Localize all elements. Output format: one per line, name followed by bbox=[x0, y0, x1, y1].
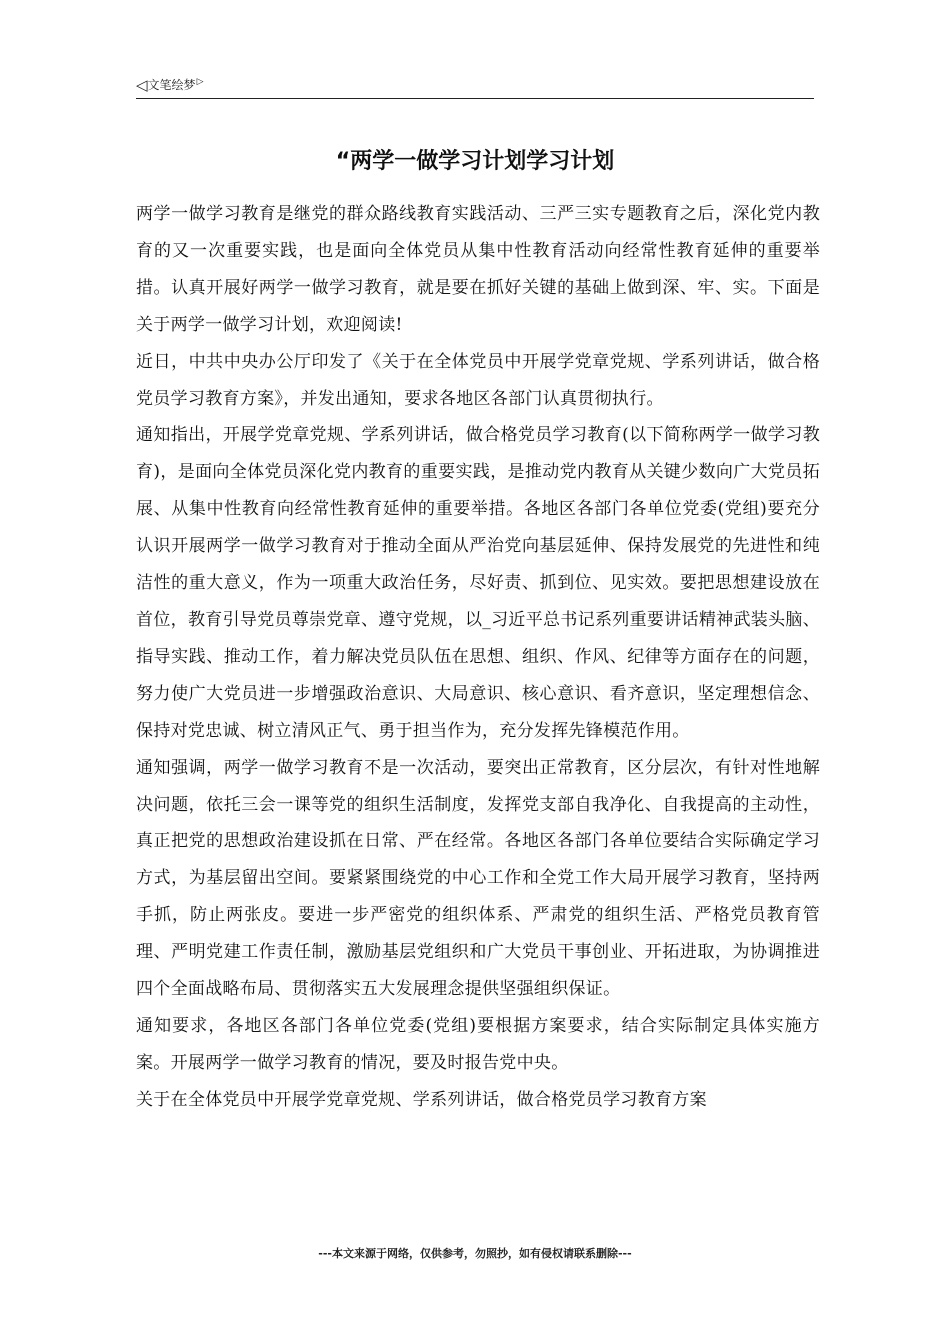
footer-disclaimer: ---本文来源于网络，仅供参考，勿照抄，如有侵权请联系删除--- bbox=[318, 1247, 632, 1260]
brand-text: 文笔绘梦 bbox=[147, 78, 196, 92]
paragraph-intro: 两学一做学习教育是继党的群众路线教育实践活动、三严三实专题教育之后，深化党内教育的又一次重要实践，也是面向全体党员从集中性教育活动向经常性教育延伸的重要举措。认真开展好两学一做学习教育，就是要在抓好关键的基础上做到深、牢、实。下面是关于两学一做学习计划，欢迎阅读! bbox=[136, 204, 820, 335]
header-brand bbox=[136, 76, 203, 94]
paragraph-notice-requirements: 通知要求，各地区各部门各单位党委(党组)要根据方案要求，结合实际制定具体实施方案。开展两学一做学习教育的情况，要及时报告党中央。 bbox=[136, 1015, 820, 1073]
paragraph-notice-emphasis: 通知强调，两学一做学习教育不是一次活动，要突出正常教育，区分层次，有针对性地解决问题，依托三会一课等党的组织生活制度，发挥党支部自我净化、自我提高的主动性，真正把党的思想政治建设抓在日常、严在经常。各地区各部门各单位要结合实际确定学习方式，为基层留出空间。要紧紧围绕党的中心工作和全党工作大局开展学习教育，坚持两手抓，防止两张皮。要进一步严密党的组织体系、严肃党的组织生活、严格党员教育管理、严明党建工作责任制，激励基层党组织和广大党员干事创业、开拓进取，为协调推进四个全面战略布局、贯彻落实五大发展理念提供坚强组织保证。 bbox=[136, 757, 820, 1000]
paragraph-notice-points: 通知指出，开展学党章党规、学系列讲话，做合格党员学习教育(以下简称两学一做学习教育)，是面向全体党员深化党内教育的重要实践，是推动党内教育从关键少数向广大党员拓展、从集中性教育向经常性教育延伸的重要举措。各地区各部门各单位党委(党组)要充分认识开展两学一做学习教育对于推动全面从严治党向基层延伸、保持发展党的先进性和纯洁性的重大意义，作为一项重大政治任务，尽好责、抓到位、见实效。要把思想建设放在首位，教育引导党员尊崇党章、遵守党规，以_习近平总书记系列重要讲话精神武装头脑、指导实践、推动工作，着力解决党员队伍在思想、组织、作风、纪律等方面存在的问题，努力使广大党员进一步增强政治意识、大局意识、核心意识、看齐意识，坚定理想信念、保持对党忠诚、树立清风正气、勇于担当作为，充分发挥先锋模范作用。 bbox=[136, 425, 820, 741]
page-header bbox=[136, 76, 814, 99]
document-body bbox=[136, 196, 820, 1119]
triangle-left-icon: ◁ bbox=[136, 76, 148, 94]
paragraph-plan-title: 关于在全体党员中开展学党章党规、学系列讲话，做合格党员学习教育方案 bbox=[136, 1089, 707, 1110]
paragraph-notice-issued: 近日，中共中央办公厅印发了《关于在全体党员中开展学党章党规、学系列讲话，做合格党员学习教育方案》，并发出通知，要求各地区各部门认真贯彻执行。 bbox=[136, 351, 820, 409]
document-title: “两学一做学习计划学习计划 bbox=[335, 149, 615, 174]
triangle-right-icon: ▷ bbox=[196, 77, 204, 87]
